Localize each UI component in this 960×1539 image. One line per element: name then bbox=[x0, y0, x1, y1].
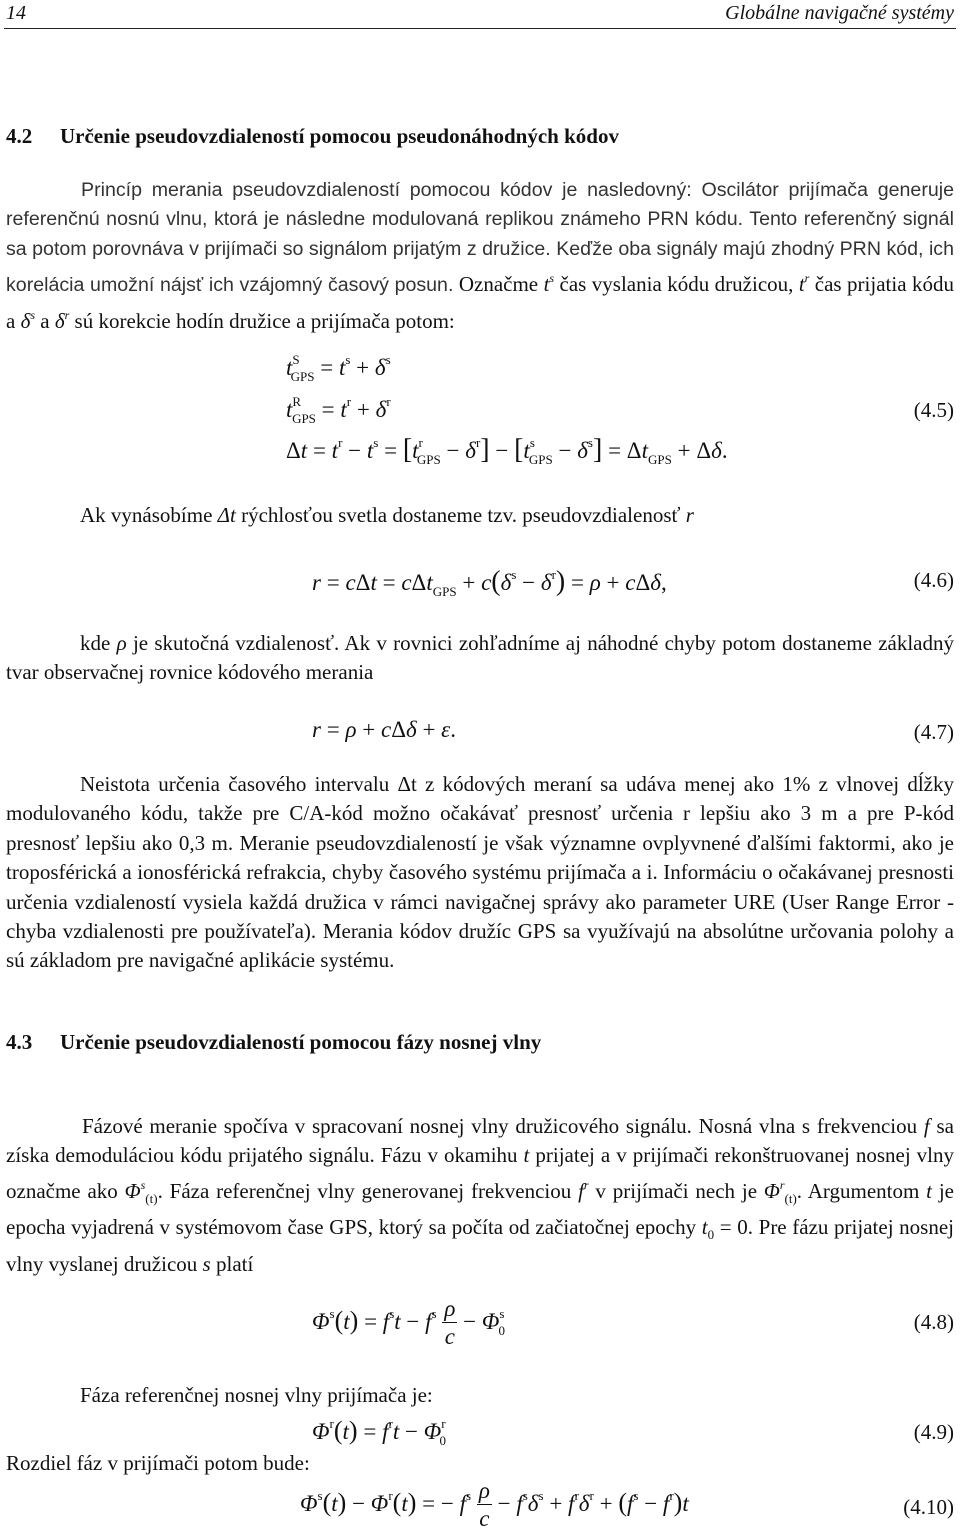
equation-4-5-line-1: $t^S_{GPS} = t^s + \delta^s$ bbox=[286, 352, 391, 384]
section-heading-4-3 bbox=[6, 1030, 541, 1055]
section-heading-4-2 bbox=[6, 124, 619, 149]
page-number: 14 bbox=[6, 2, 26, 24]
paragraph-text: sa získa demoduláciou kódu prijatého signálu. Fázu v okamihu bbox=[6, 1114, 955, 1168]
equation-4-9: $\Phi^r(t) = f^rt - \Phi^r_0$ bbox=[312, 1416, 447, 1448]
equation-4-10: $\Phi^s(t) - \Phi^r(t)$ = − $f^s$ $\frac{\rho}{c}$ − $f^s\delta^s + f^r\delta^r + (f^s - f^r)t$ bbox=[300, 1478, 689, 1531]
paragraph-text: sú korekcie hodín družice a prijímača potom: bbox=[69, 308, 455, 333]
paragraph-text: čas vyslania kódu družicou, bbox=[554, 272, 799, 297]
paragraph-text: Označme bbox=[453, 272, 544, 297]
equation-4-5-line-2: $t^R_{GPS} = t^r + \delta^r$ bbox=[286, 394, 391, 426]
paragraph-text: rýchlosťou svetla dostaneme tzv. pseudovzdialenosť bbox=[235, 503, 686, 527]
equation-number: (4.6) bbox=[913, 568, 954, 592]
paragraph-multiply: Ak vynásobíme Δt rýchlosťou svetla dostaneme tzv. pseudovzdialenosť r bbox=[80, 503, 694, 527]
paragraph-phase-difference: Rozdiel fáz v prijímači potom bude: bbox=[6, 1451, 310, 1475]
paragraph-text: = 0. Pre fázu prijatej nosnej vlny vyslanej družicou bbox=[6, 1215, 954, 1276]
page-header bbox=[0, 0, 960, 26]
paragraph-text: platí bbox=[210, 1251, 254, 1276]
paragraph-text: Ak vynásobíme bbox=[80, 503, 218, 527]
paragraph-text: Fázové meranie spočíva v spracovaní nosnej vlny družicového signálu. Nosná vlna s frekvenciou bbox=[82, 1114, 924, 1138]
paragraph-phase-measurement: Fázové meranie spočíva v spracovaní nosnej vlny družicového signálu. Nosná vlna s frekvenciou f sa získa demoduláciou kódu prijatého signálu. Fázu v okamihu t prijatej a v prijímači rekonštruovanej nosnej vlny označme ako $\Phi^s_{(t)}$. Fáza referenčnej vlny generovanej frekvenciou $f^r$ v prijímači nech je $\Phi^r_{(t)}$. Argumentom t je epocha vyjadrená v systémovom čase GPS, ktorý sa počíta od začiatočnej epochy $t_0 = 0$. Pre fázu prijatej nosnej vlny vyslanej družicou s platí bbox=[6, 1114, 955, 1276]
equation-number: (4.10) bbox=[903, 1495, 954, 1519]
paragraph-reference-phase: Fáza referenčnej nosnej vlny prijímača je: bbox=[80, 1383, 433, 1407]
equation-4-6: $r = c\Delta t = c\Delta t_{GPS} + c(\delta^s - \delta^r) = \rho + c\Delta\delta$, bbox=[312, 566, 667, 599]
equation-4-8: $\Phi^s(t) = f^st - f^s$ $\frac{\rho}{c}$ − $\Phi^s_0$ bbox=[312, 1296, 505, 1349]
paragraph-text: v prijímači nech je bbox=[588, 1178, 764, 1203]
running-title: Globálne navigačné systémy bbox=[725, 2, 954, 24]
paragraph-true-distance: kde ρ je skutočná vzdialenosť. Ak v rovnici zohľadníme aj náhodné chyby potom dostaneme základný tvar observačnej rovnice kódového merania bbox=[6, 631, 954, 685]
paragraph-text: je skutočná vzdialenosť. Ak v rovnici zohľadníme aj náhodné chyby potom dostaneme základný tvar observačnej rovnice kódového merania bbox=[6, 631, 954, 685]
paragraph-text: kde bbox=[80, 631, 117, 655]
section-title: Určenie pseudovzdialeností pomocou fázy nosnej vlny bbox=[60, 1030, 542, 1054]
section-number: 4.3 bbox=[6, 1030, 33, 1054]
section-number: 4.2 bbox=[6, 124, 33, 148]
paragraph-text: je epocha vyjadrená v systémovom čase GPS, ktorý sa počíta od začiatočnej epochy bbox=[6, 1178, 954, 1240]
paragraph-text: . Argumentom bbox=[796, 1178, 927, 1203]
paragraph-text: . Fáza referenčnej vlny generovanej frekvenciou bbox=[157, 1178, 579, 1203]
paragraph-text: Princíp merania pseudovzdialeností pomocou kódov je nasledovný: Oscilátor prijímača generuje referenčnú nosnú vlnu, ktorá je následne modulovaná replikou známeho PRN kódu. Tento referenčný signál sa potom porovnáva v prijímači so signálom prijatým z družice. Keďže oba signály majú zhodný PRN kód, ich korelácia umožní nájsť ich vzájomný časový posun. bbox=[6, 179, 954, 297]
paragraph-principle: Princíp merania pseudovzdialeností pomocou kódov je nasledovný: Oscilátor prijímača generuje referenčnú nosnú vlnu, ktorá je následne modulovaná replikou známeho PRN kódu. Tento referenčný signál sa potom porovnáva v prijímači so signálom prijatým z družice. Keďže oba signály majú zhodný PRN kód, ich korelácia umožní nájsť ich vzájomný časový posun. Označme $t^s$ čas vyslania kódu družicou, $t^r$ čas prijatia kódu a $\delta^s$ a $\delta^r$ sú korekcie hodín družice a prijímača potom: bbox=[6, 179, 954, 333]
equation-number: (4.8) bbox=[913, 1310, 954, 1334]
paragraph-text: čas prijatia kódu a bbox=[6, 272, 954, 333]
equation-number: (4.7) bbox=[913, 720, 954, 744]
equation-4-5-line-3: $\Delta t = t^r - t^s = [t^r_{GPS} - \delta^r] - [t^s_{GPS} - \delta^s] = \Delta t_{GPS} + \Delta\delta$. bbox=[286, 434, 728, 467]
section-title: Určenie pseudovzdialeností pomocou pseudonáhodných kódov bbox=[60, 124, 619, 148]
equation-number: (4.9) bbox=[913, 1420, 954, 1444]
equation-number: (4.5) bbox=[913, 398, 954, 422]
paragraph-uncertainty: Neistota určenia časového intervalu Δt z kódových meraní sa udáva menej ako 1% z vlnovej dĺžky modulovaného kódu, takže pre C/A-kód možno očakávať presnosť určenia r lepšiu ako 3 m a pre P-kód presnosť lepšiu ako 0,3 m. Meranie pseudovzdialeností je však významne ovplyvnené ďalšími faktormi, ako je troposférická a ionosférická refrakcia, chyby časového systému prijímača a i. Informáciu o očakávanej presnosti určenia vzdialeností vysiela každá družica v rámci navigačnej správy ako parameter URE (User Range Error - chyba vzdialenosti pre používateľa). Merania kódov družíc GPS sa využívajú na absolútne určovania polohy a sú základom pre navigačné aplikácie systému. bbox=[6, 772, 954, 973]
paragraph-text: a bbox=[35, 308, 55, 333]
header-rule bbox=[4, 28, 956, 29]
paragraph-text: prijatej a v prijímači rekonštruovanej nosnej vlny označme ako bbox=[6, 1143, 954, 1203]
equation-4-7: r = ρ + cΔδ + ε. bbox=[312, 717, 456, 742]
